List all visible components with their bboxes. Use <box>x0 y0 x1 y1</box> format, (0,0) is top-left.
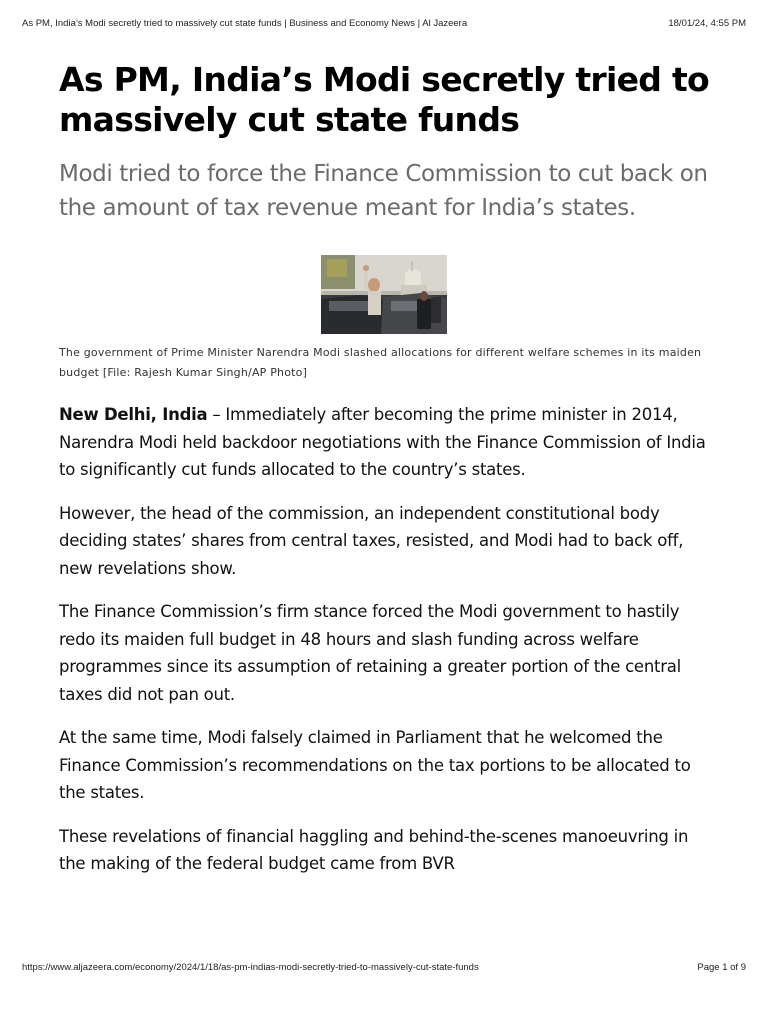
article-paragraph: At the same time, Modi falsely claimed in Parliament that he welcomed the Finance Commission’s recommendations on the tax portions to be allocated to the states. <box>59 728 691 802</box>
article-photo <box>321 255 447 334</box>
article-paragraph: However, the head of the commission, an independent constitutional body deciding states’ shares from central taxes, resisted, and Modi had to back off, new revelations show. <box>59 503 684 578</box>
article-headline: As PM, India’s Modi secretly tried to massively cut state funds <box>59 60 710 139</box>
article-paragraph <box>59 401 719 484</box>
article <box>59 60 719 894</box>
print-header-title: As PM, India’s Modi secretly tried to massively cut state funds | Business and Economy News | Al Jazeera <box>22 18 468 29</box>
page-number: Page 1 of 9 <box>697 962 746 973</box>
print-header <box>22 18 746 32</box>
page-url: https://www.aljazeera.com/economy/2024/1/18/as-pm-indias-modi-secretly-tried-to-massively-cut-state-funds <box>22 962 479 973</box>
article-body <box>59 401 719 878</box>
print-footer <box>22 962 746 976</box>
dateline: New Delhi, India <box>59 405 208 424</box>
photo-caption: The government of Prime Minister Narendra Modi slashed allocations for different welfare schemes in its maiden budget [File: Rajesh Kumar Singh/AP Photo] <box>59 346 702 379</box>
article-figure <box>59 255 719 383</box>
article-paragraph: The Finance Commission’s firm stance forced the Modi government to hastily redo its maiden full budget in 48 hours and slash funding across welfare programmes since its assumption of retaining a greater portion of the central taxes did not pan out. <box>59 602 681 704</box>
article-subheadline: Modi tried to force the Finance Commission to cut back on the amount of tax revenue meant for India’s states. <box>59 161 708 221</box>
article-paragraph: These revelations of financial haggling and behind-the-scenes manoeuvring in the making of the federal budget came from BVR <box>59 826 689 873</box>
print-header-date: 18/01/24, 4:55 PM <box>668 18 746 29</box>
paragraph-text: – Immediately after becoming the prime minister in 2014, Narendra Modi held backdoor negotiations with the Finance Commission of India to significantly cut funds allocated to the country’s states. <box>59 405 706 479</box>
